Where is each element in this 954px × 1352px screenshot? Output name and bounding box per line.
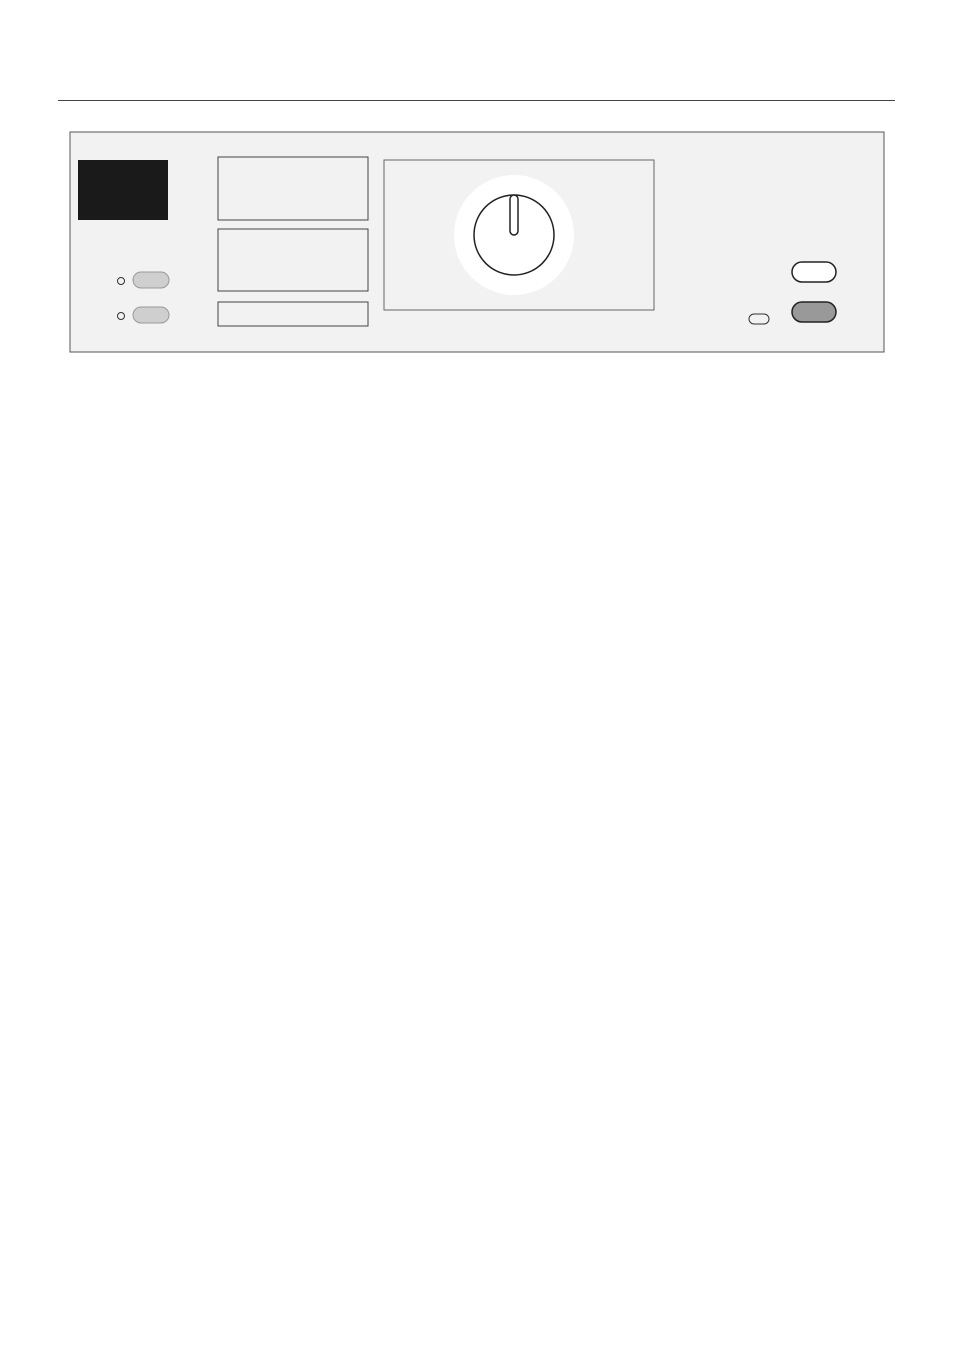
- on-off-button: [792, 262, 836, 282]
- title-rule: [58, 100, 895, 101]
- door-button: [792, 302, 836, 322]
- display-screen: [78, 160, 168, 220]
- delay-start-button: [133, 272, 169, 288]
- control-panel-diagram: [0, 120, 954, 420]
- start-button: [133, 307, 169, 323]
